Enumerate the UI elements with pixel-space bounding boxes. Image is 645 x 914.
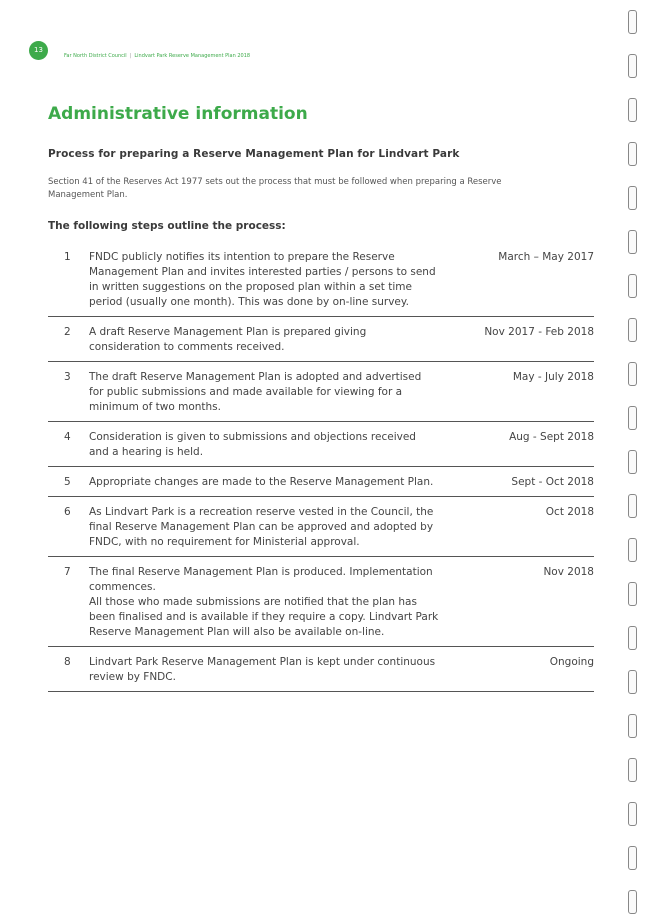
step-row [48,250,594,317]
step-row [48,565,594,647]
step-date: May - July 2018 [512,371,594,383]
binder-ring [628,142,637,166]
step-row [48,430,594,467]
step-number: 8 [64,656,71,668]
step-row [48,505,594,557]
binder-ring [628,626,637,650]
step-date: March – May 2017 [498,251,594,263]
header-organisation: Far North District Council [64,53,127,59]
steps-heading: The following steps outline the process: [48,220,286,232]
step-description-line: The final Reserve Management Plan is produced. Implementation commences. [89,566,433,593]
process-steps-table [48,250,594,700]
step-date: Aug - Sept 2018 [509,431,594,443]
header-document-title: Lindvart Park Reserve Management Plan 2018 [134,53,251,59]
step-description: Consideration is given to submissions and objections received and a hearing is held. [89,431,416,458]
binder-ring [628,802,637,826]
page-number-badge: 13 [29,41,48,60]
step-number: 1 [64,251,71,263]
step-number: 4 [64,431,71,443]
step-row [48,325,594,362]
step-description-line: All those who made submissions are notified that the plan has been finalised and is available if they require a copy. Lindvart Park Reserve Management Plan will also be available on-line. [89,596,439,638]
binder-ring [628,890,637,914]
binder-ring [628,406,637,430]
binder-ring [628,494,637,518]
step-row [48,475,594,497]
step-date: Oct 2018 [545,506,594,518]
step-number: 2 [64,326,71,338]
binder-ring [628,54,637,78]
binder-ring [628,10,637,34]
step-description: As Lindvart Park is a recreation reserve vested in the Council, the final Reserve Management Plan can be approved and adopted by FNDC, with no requirement for Ministerial approval. [89,506,434,548]
step-description: Appropriate changes are made to the Reserve Management Plan. [89,476,434,488]
section-subheading: Process for preparing a Reserve Management Plan for Lindvart Park [48,148,460,160]
step-number: 6 [64,506,71,518]
step-description: Lindvart Park Reserve Management Plan is kept under continuous review by FNDC. [89,656,436,683]
binder-ring [628,714,637,738]
binder-ring [628,450,637,474]
header-separator: | [129,53,132,59]
binder-ring [628,758,637,782]
step-row [48,370,594,422]
binder-ring [628,362,637,386]
binder-ring [628,98,637,122]
binder-ring [628,318,637,342]
binder-rings [625,0,645,913]
intro-paragraph: Section 41 of the Reserves Act 1977 sets out the process that must be followed when preparing a Reserve Management Plan. [48,177,502,200]
step-date: Sept - Oct 2018 [511,476,594,488]
running-header [64,53,250,59]
step-date: Nov 2018 [543,566,594,578]
step-number: 7 [64,566,71,578]
binder-ring [628,670,637,694]
step-description: FNDC publicly notifies its intention to prepare the Reserve Management Plan and invites interested parties / persons to send in written suggestions on the proposed plan within a set time period (usually one month). This was done by on-line survey. [89,251,436,308]
step-date: Nov 2017 - Feb 2018 [484,326,594,338]
binder-ring [628,538,637,562]
page-title: Administrative information [48,104,308,124]
step-description: The draft Reserve Management Plan is adopted and advertised for public submissions and made available for viewing for a minimum of two months. [89,371,422,413]
binder-ring [628,582,637,606]
binder-ring [628,186,637,210]
binder-ring [628,274,637,298]
step-description [89,565,439,640]
step-date: Ongoing [549,656,594,668]
step-description: A draft Reserve Management Plan is prepared giving consideration to comments received. [89,326,367,353]
step-number: 5 [64,476,71,488]
step-row [48,655,594,692]
binder-ring [628,230,637,254]
binder-ring [628,846,637,870]
step-number: 3 [64,371,71,383]
